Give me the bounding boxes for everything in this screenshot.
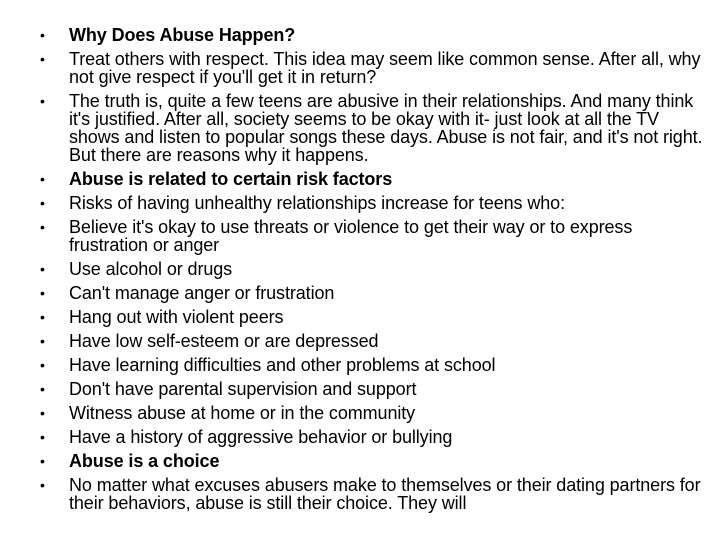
bullet-dot-icon: • (40, 219, 45, 235)
bullet-dot-icon: • (40, 51, 45, 67)
bullet-item (40, 92, 710, 164)
bullet-item (40, 170, 710, 188)
bullet-dot-icon: • (40, 453, 45, 469)
bullet-item (40, 332, 710, 350)
bullet-item (40, 356, 710, 374)
bullet-item (40, 260, 710, 278)
bullet-item (40, 218, 710, 254)
bullet-item (40, 380, 710, 398)
bullet-item (40, 452, 710, 470)
bullet-text: Risks of having unhealthy relationships increase for teens who: (69, 193, 565, 213)
bullet-text: Witness abuse at home or in the community (69, 403, 416, 423)
bullet-item (40, 404, 710, 422)
bullet-item (40, 308, 710, 326)
bullet-item (40, 26, 710, 44)
bullet-text: Have learning difficulties and other problems at school (69, 355, 496, 375)
bullet-text: Treat others with respect. This idea may seem like common sense. After all, why not give respect if you'll get it in return? (69, 49, 701, 87)
bullet-dot-icon: • (40, 381, 45, 397)
bullet-text: Use alcohol or drugs (69, 259, 233, 279)
bullet-dot-icon: • (40, 195, 45, 211)
bullet-text: The truth is, quite a few teens are abusive in their relationships. And many think it's justified. After all, society seems to be okay with it- just look at all the TV shows and listen to popular songs these days. Abuse is not fair, and it's not right. But there are reasons why it happens. (69, 91, 703, 165)
bullet-item (40, 194, 710, 212)
bullet-dot-icon: • (40, 309, 45, 325)
bullet-heading: Abuse is a choice (69, 451, 220, 471)
bullet-dot-icon: • (40, 357, 45, 373)
bullet-item (40, 50, 710, 86)
bullet-heading: Abuse is related to certain risk factors (69, 169, 393, 189)
bullet-list (40, 26, 710, 518)
bullet-dot-icon: • (40, 27, 45, 43)
bullet-text: Have a history of aggressive behavior or bullying (69, 427, 453, 447)
bullet-dot-icon: • (40, 477, 45, 493)
bullet-dot-icon: • (40, 429, 45, 445)
bullet-text: Hang out with violent peers (69, 307, 284, 327)
bullet-text: Have low self-esteem or are depressed (69, 331, 379, 351)
bullet-dot-icon: • (40, 93, 45, 109)
bullet-dot-icon: • (40, 285, 45, 301)
bullet-text: Believe it's okay to use threats or violence to get their way or to express frustration or anger (69, 217, 633, 255)
bullet-dot-icon: • (40, 261, 45, 277)
bullet-text: Don't have parental supervision and support (69, 379, 417, 399)
bullet-dot-icon: • (40, 333, 45, 349)
bullet-item (40, 476, 710, 512)
bullet-dot-icon: • (40, 171, 45, 187)
bullet-text: No matter what excuses abusers make to themselves or their dating partners for their behaviors, abuse is still their choice. They will (69, 475, 701, 513)
bullet-item (40, 284, 710, 302)
bullet-text: Can't manage anger or frustration (69, 283, 335, 303)
bullet-heading: Why Does Abuse Happen? (69, 25, 296, 45)
bullet-item (40, 428, 710, 446)
bullet-dot-icon: • (40, 405, 45, 421)
